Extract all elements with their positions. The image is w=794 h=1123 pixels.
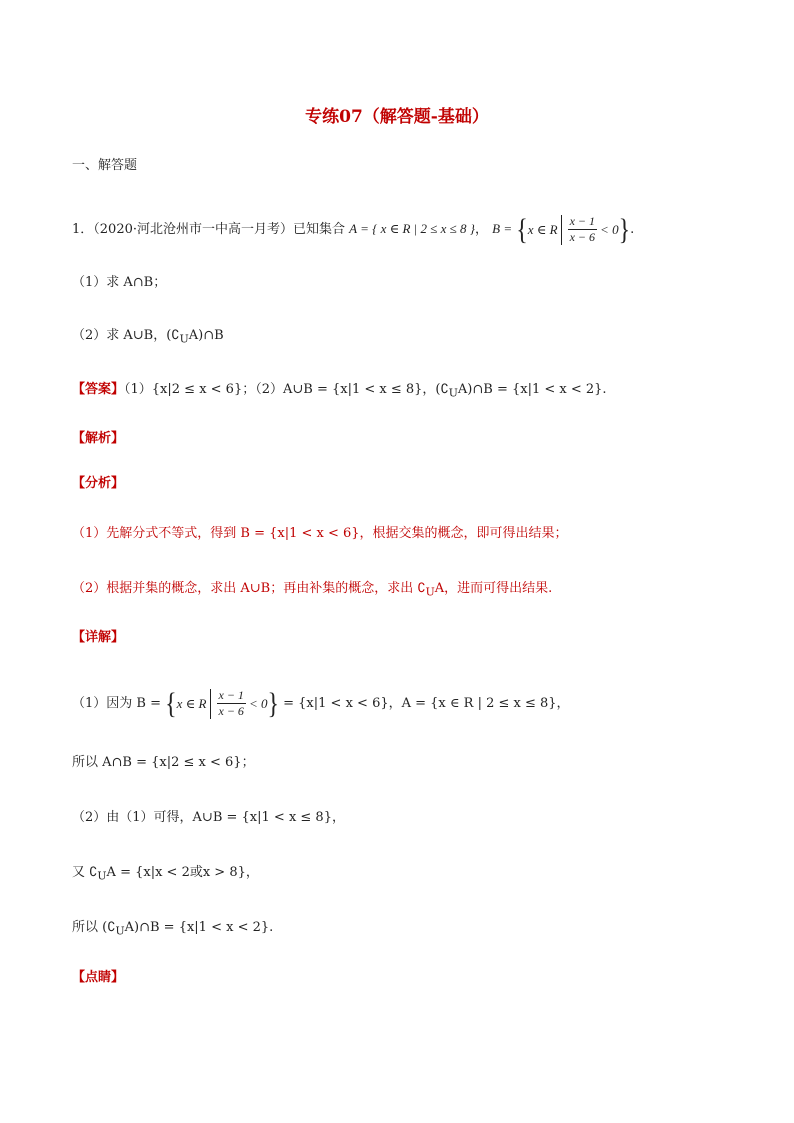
page-title: 专练07（解答题-基础） — [305, 107, 489, 127]
detail-line-3: （2）由（1）可得，A∪B = {x|1 < x ≤ 8}， — [72, 810, 345, 825]
question-part-2: （2）求 A∪B，$(∁_UA)\cap B$ — [72, 328, 224, 346]
fenxi-line-1: （1）先解分式不等式，得到 B = {x|1 < x < 6}，根据交集的概念，即可得出结果； — [72, 526, 568, 541]
set-b-prefix: B = — [492, 221, 513, 236]
dianjing-tag: 【点睛】 — [72, 970, 125, 985]
answer-tag: 【答案】 — [72, 382, 125, 397]
question-1: 1．（2020·河北沧州市一中高一月考）已知集合 A = { x ∈ R | 2 ≤ x ≤ 8 }， B = { x ∈ R $\frac{x - 1}{x - 6}$ < 0 } . — [72, 213, 635, 246]
fenxi-tag: 【分析】 — [72, 476, 125, 491]
question-number: 1． — [72, 222, 94, 237]
detail-line-4: 又 $∁_UA = \{x|x < 2$或x > 8}， — [72, 865, 259, 883]
answer-text: （1）{x|2 ≤ x < 6}；（2）A∪B = {x|1 < x ≤ 8}，(∁ — [124, 382, 449, 397]
question-source: （2020·河北沧州市一中高一月考） — [93, 222, 293, 237]
fraction-denominator: x − 6 — [569, 230, 596, 244]
detail-set-b: { x ∈ R $\frac{x - 1}{x - 6}$ < 0 } — [165, 687, 279, 720]
section-heading: 一、解答题 — [72, 158, 138, 173]
question-stem: 已知集合 — [293, 222, 346, 237]
question-part-1: （1）求 A∩B； — [72, 275, 167, 290]
set-b: { x ∈ R $\frac{x - 1}{x - 6}$ < 0 } — [516, 213, 631, 246]
detail-line-5: 所以 $(∁_UA)\cap B = \{x|1 < x < 2\}$. — [72, 920, 274, 938]
set-b-var: x ∈ R — [527, 221, 558, 237]
fenxi-line-2: （2）根据并集的概念，求出 A∪B；再由补集的概念，求出 $∁_UA$，进而可得出结果. — [72, 581, 553, 599]
detail-line-1: （1）因为 B = { x ∈ R $\frac{x - 1}{x - 6}$ < 0 } = {x|1 < x < 6}，A = {x ∈ R | 2 ≤ x ≤ 8}， — [72, 687, 570, 720]
analysis-tag: 【解析】 — [72, 431, 125, 446]
answer: 【答案】（1）{x|2 ≤ x < 6}；（2）A∪B = {x|1 < x ≤ 8}，$(∁_UA)\cap B = \{x|1 < x < 2\}$. — [72, 382, 607, 400]
detail-tag: 【详解】 — [72, 630, 125, 645]
set-b-condition: < 0 — [600, 221, 619, 237]
set-a: A = { x ∈ R | 2 ≤ x ≤ 8 } — [349, 221, 475, 236]
detail-line-2: 所以 A∩B = {x|2 ≤ x < 6}； — [72, 755, 255, 770]
fraction-numerator: x − 1 — [569, 214, 596, 228]
